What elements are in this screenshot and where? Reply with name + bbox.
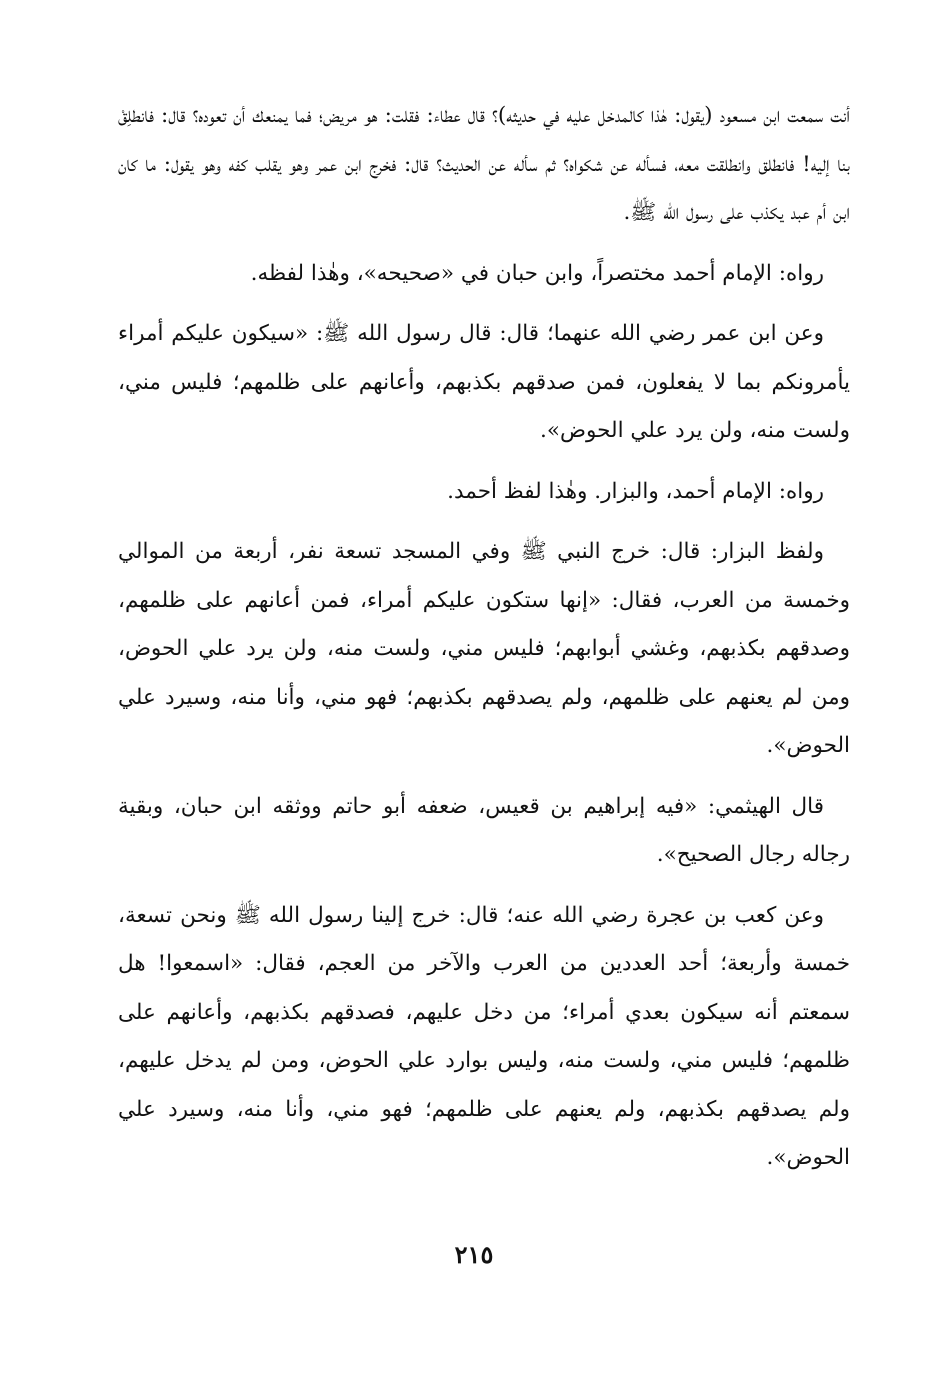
page-number: ٢١٥ (454, 1240, 494, 1269)
paragraph-narration-ahmad-ibn-hibban: رواه: الإمام أحمد مختصراً، وابن حبان في «صحيحه»، وهٰذا لفظه. (250, 260, 824, 286)
paragraph-hadith-ibn-umar: وعن ابن عمر رضي الله عنهما؛ قال: قال رسول الله ﷺ: «سيكون عليكم أمراء يأمرونكم بما لا يفعلون، فمن صدقهم بكذبهم، وأعانهم على ظلمهم؛ فليس مني، ولست منه، ولن يرد علي الحوض». (118, 321, 850, 443)
paragraph-hadith-kab-ibn-ujra: وعن كعب بن عجرة رضي الله عنه؛ قال: خرج إلينا رسول الله ﷺ ونحن تسعة، خمسة وأربعة؛ أحد العددين من العرب والآخر من العجم، فقال: «اسمعوا! هل سمعتم أنه سيكون بعدي أمراء؛ من دخل عليهم، فصدقهم بكذبهم، وأعانهم على ظلمهم؛ فليس مني، ولست منه، وليس بوارد علي الحوض، ومن لم يدخل عليهم، ولم يصدقهم بكذبهم، ولم يعنهم على ظلمهم؛ فهو مني، وأنا منه، وسيرد علي الحوض». (118, 902, 850, 1170)
paragraph-haythami-comment: قال الهيثمي: «فيه إبراهيم بن قعيس، ضعفه أبو حاتم ووثقه ابن حبان، وبقية رجاله رجال الصحيح». (118, 793, 850, 867)
paragraph-narration-ahmad-bazzar: رواه: الإمام أحمد، والبزار. وهٰذا لفظ أحمد. (447, 478, 824, 504)
paragraph-ibn-umar-story: أنت سمعت ابن مسعود (يقول: هٰذا كالمدخل عليه في حديثه)؟ قال عطاء: فقلت: هو مريض؛ فما يمنعك أن تعوده؟ قال: فانطلِقْ بنا إليه! فانطلق وانطلقت معه، فسأله عن شكواه؟ ثم سأله عن الحديث؟ قال: فخرج ابن عمر وهو يقلب كفه وهو يقول: ما كان ابن أم عبد يكذب على رسول الله ﷺ. (118, 103, 850, 225)
page-body (118, 92, 850, 1195)
paragraph-bazzar-wording: ولفظ البزار: قال: خرج النبي ﷺ وفي المسجد تسعة نفر، أربعة من الموالي وخمسة من العرب، فقال: «إنها ستكون عليكم أمراء، فمن أعانهم على ظلمهم، وصدقهم بكذبهم، وغشي أبوابهم؛ فليس مني، ولست منه، ولن يرد علي الحوض، ومن لم يعنهم على ظلمهم، ولم يصدقهم بكذبهم؛ فهو مني، وأنا منه، وسيرد علي الحوض». (118, 539, 850, 758)
